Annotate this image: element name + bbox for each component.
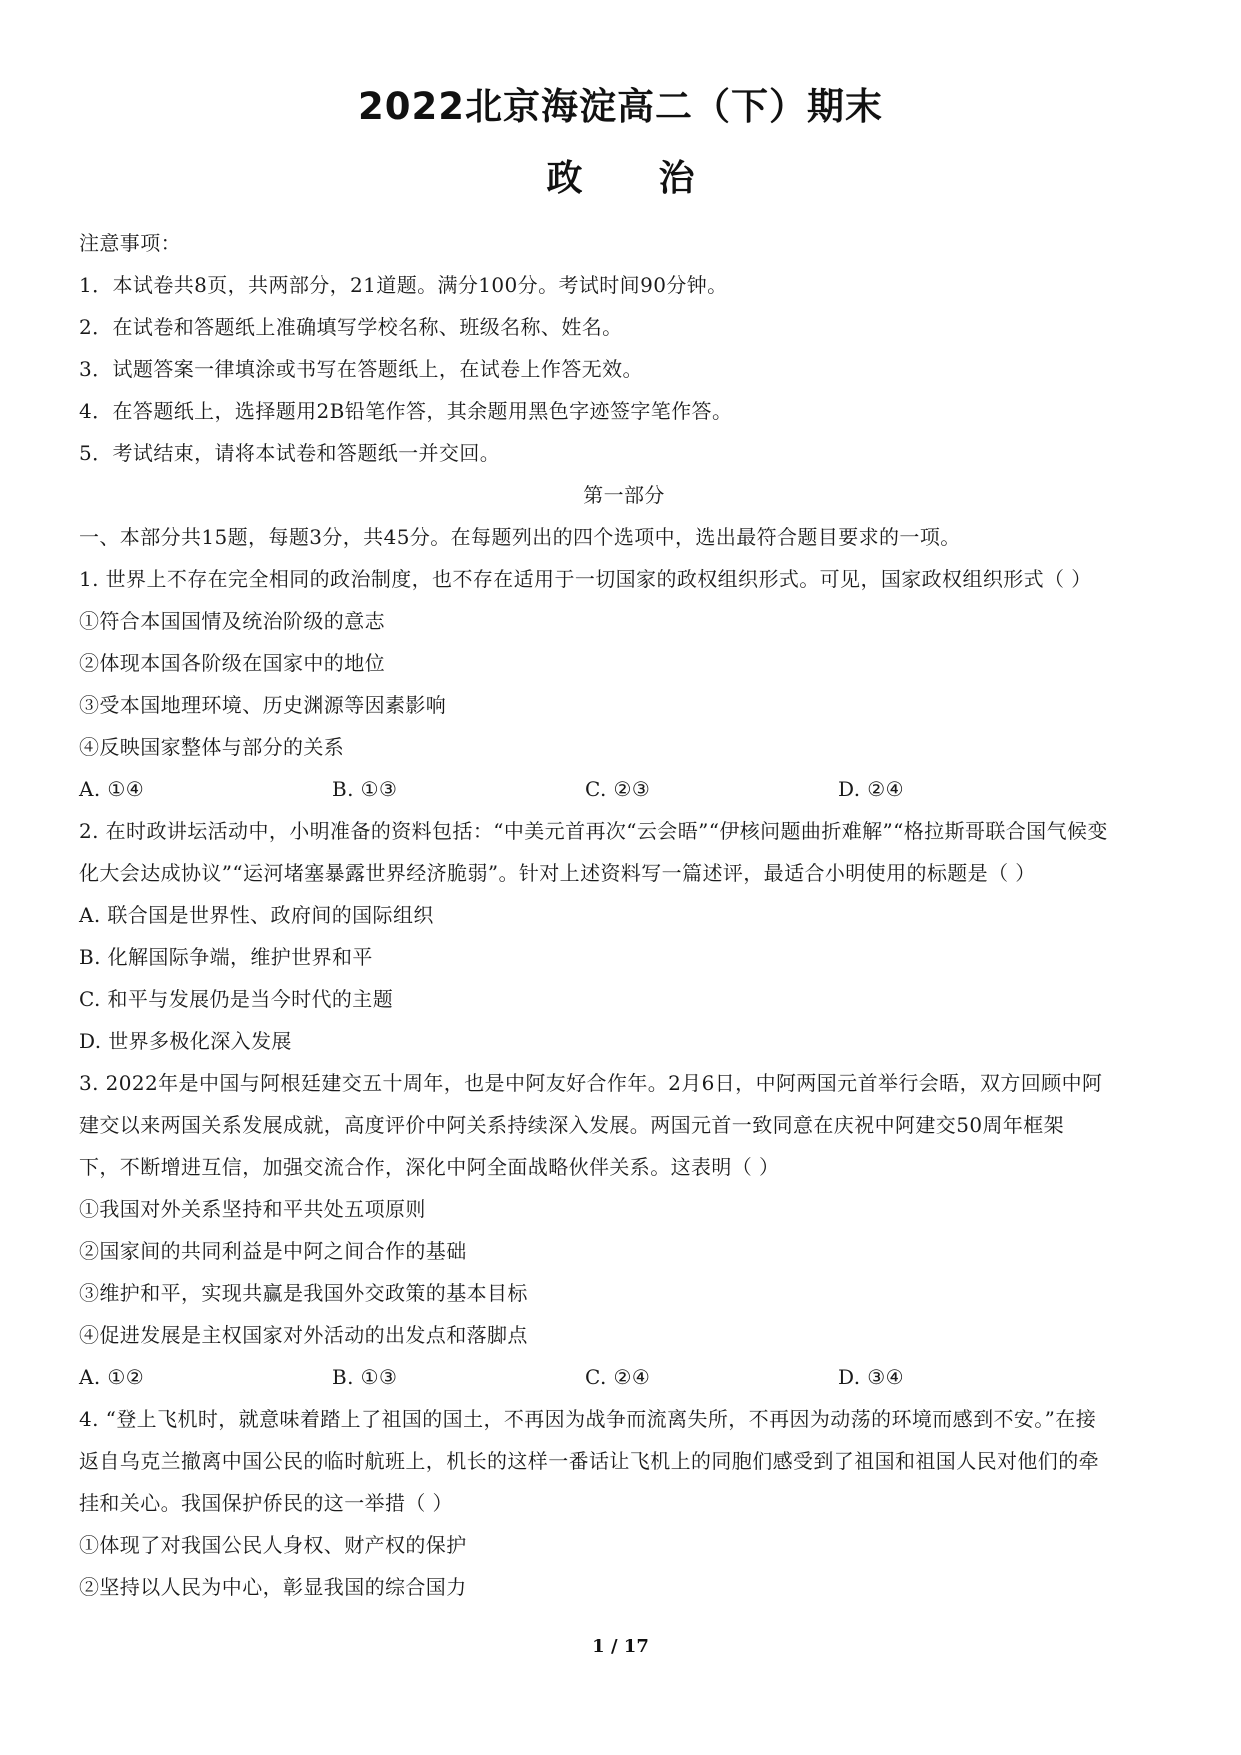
question-3-stem: 建交以来两国关系发展成就，高度评价中阿关系持续深入发展。两国元首一致同意在庆祝中阿建交50周年框架	[79, 1113, 1065, 1137]
option-c: C. 和平与发展仍是当今时代的主题	[79, 987, 394, 1011]
notice-item: 4．在答题纸上，选择题用2B铅笔作答，其余题用黑色字迹签字笔作答。	[79, 399, 733, 423]
option-a: A. 联合国是世界性、政府间的国际组织	[79, 903, 434, 927]
question-1-statement: ①符合本国国情及统治阶级的意志	[79, 609, 385, 633]
option-d: D. ③④	[838, 1365, 904, 1389]
option-c: C. ②④	[585, 1365, 651, 1389]
option-a: A. ①④	[79, 777, 145, 801]
question-3-options	[79, 1356, 1169, 1398]
question-1-statement: ②体现本国各阶级在国家中的地位	[79, 651, 385, 675]
option-b: B. ①③	[332, 777, 398, 801]
question-3-statement: ①我国对外关系坚持和平共处五项原则	[79, 1197, 426, 1221]
exam-title: 2022北京海淀高二（下）期末	[358, 85, 883, 128]
question-3-stem: 下，不断增进互信，加强交流合作，深化中阿全面战略伙伴关系。这表明（ ）	[79, 1155, 780, 1179]
section-instruction: 一、本部分共15题，每题3分，共45分。在每题列出的四个选项中，选出最符合题目要求的一项。	[79, 525, 961, 549]
question-4-statement: ①体现了对我国公民人身权、财产权的保护	[79, 1533, 467, 1557]
option-d: D. ②④	[838, 777, 904, 801]
option-d: D. 世界多极化深入发展	[79, 1029, 292, 1053]
part-title: 第一部分	[583, 483, 665, 507]
question-3-statement: ②国家间的共同利益是中阿之间合作的基础	[79, 1239, 467, 1263]
notice-item: 3．试题答案一律填涂或书写在答题纸上，在试卷上作答无效。	[79, 357, 643, 381]
question-1-options	[79, 768, 1169, 810]
exam-body	[79, 222, 1169, 1608]
option-a: A. ①②	[79, 1365, 145, 1389]
question-2-stem: 化大会达成协议”“运河堵塞暴露世界经济脆弱”。针对上述资料写一篇述评，最适合小明使用的标题是（ ）	[79, 861, 1036, 885]
option-b: B. ①③	[332, 1365, 398, 1389]
notice-heading: 注意事项：	[79, 231, 181, 255]
question-2-stem: 2. 在时政讲坛活动中，小明准备的资料包括：“中美元首再次“云会晤”“伊核问题曲折难解”“格拉斯哥联合国气候变	[79, 819, 1108, 843]
subject-title: 政治	[546, 158, 771, 199]
question-4-stem: 挂和关心。我国保护侨民的这一举措（ ）	[79, 1491, 453, 1515]
question-4-statement: ②坚持以人民为中心，彰显我国的综合国力	[79, 1575, 467, 1599]
option-b: B. 化解国际争端，维护世界和平	[79, 945, 373, 969]
question-1-stem: 1. 世界上不存在完全相同的政治制度，也不存在适用于一切国家的政权组织形式。可见，国家政权组织形式（ ）	[79, 567, 1092, 591]
question-3-statement: ③维护和平，实现共赢是我国外交政策的基本目标	[79, 1281, 528, 1305]
question-4-stem: 返自乌克兰撤离中国公民的临时航班上，机长的这样一番话让飞机上的同胞们感受到了祖国和祖国人民对他们的牵	[79, 1449, 1099, 1473]
question-3-statement: ④促进发展是主权国家对外活动的出发点和落脚点	[79, 1323, 528, 1347]
notice-item: 1．本试卷共8页，共两部分，21道题。满分100分。考试时间90分钟。	[79, 273, 728, 297]
page-number: 1 / 17	[592, 1636, 649, 1657]
question-1-statement: ④反映国家整体与部分的关系	[79, 735, 345, 759]
notice-item: 2．在试卷和答题纸上准确填写学校名称、班级名称、姓名。	[79, 315, 623, 339]
question-1-statement: ③受本国地理环境、历史渊源等因素影响	[79, 693, 447, 717]
question-4-stem: 4. “登上飞机时，就意味着踏上了祖国的国土，不再因为战争而流离失所，不再因为动荡的环境而感到不安。”在接	[79, 1407, 1097, 1431]
option-c: C. ②③	[585, 777, 651, 801]
question-3-stem: 3. 2022年是中国与阿根廷建交五十周年，也是中阿友好合作年。2月6日，中阿两国元首举行会晤，双方回顾中阿	[79, 1071, 1103, 1095]
notice-item: 5．考试结束，请将本试卷和答题纸一并交回。	[79, 441, 501, 465]
